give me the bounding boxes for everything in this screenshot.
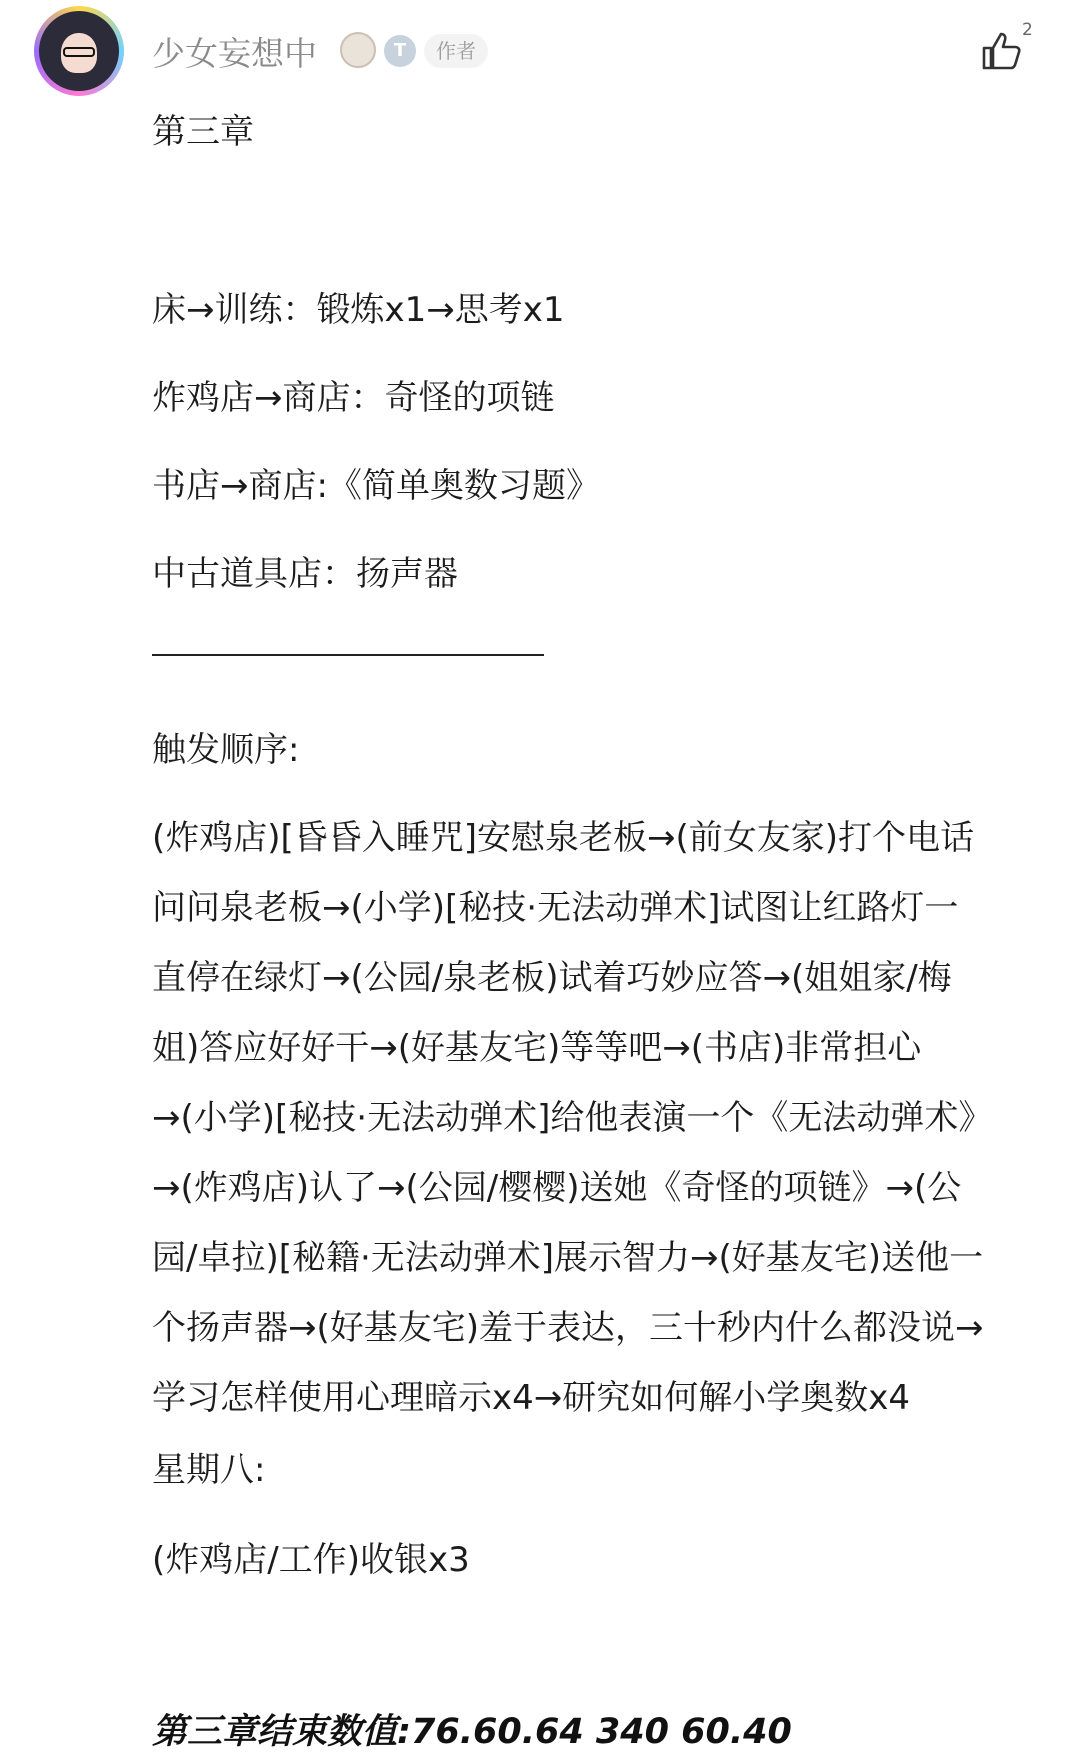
thumbs-up-icon[interactable] [980, 28, 1024, 72]
list-item: 书店→商店:《简单奥数习题》 [152, 466, 600, 506]
level-badge-icon: T [384, 35, 416, 67]
divider [152, 654, 544, 656]
author-avatar[interactable] [34, 6, 124, 96]
order-line: 学习怎样使用心理暗示x4→研究如何解小学奥数x4 [152, 1378, 910, 1418]
list-item: 床→训练：锻炼x1→思考x1 [152, 290, 565, 330]
saturday-line: (炸鸡店/工作)收银x3 [152, 1540, 470, 1580]
list-item: 中古道具店：扬声器 [152, 554, 458, 594]
chapter-title: 第三章 [152, 112, 254, 152]
avatar-glasses [63, 47, 95, 57]
order-line: 个扬声器→(好基友宅)羞于表达，三十秒内什么都没说→ [152, 1308, 984, 1348]
order-line: 直停在绿灯→(公园/泉老板)试着巧妙应答→(姐姐家/梅 [152, 958, 952, 998]
order-line: 园/卓拉)[秘籍·无法动弹术]展示智力→(好基友宅)送他一 [152, 1238, 984, 1278]
order-line: 问问泉老板→(小学)[秘技·无法动弹术]试图让红路灯一 [152, 888, 959, 928]
author-name[interactable]: 少女妄想中 [152, 34, 317, 73]
order-line: →(炸鸡店)认了→(公园/樱樱)送她《奇怪的项链》→(公 [152, 1168, 962, 1208]
author-tag: 作者 [424, 34, 488, 68]
avatar-image [39, 11, 119, 91]
order-line: 姐)答应好好干→(好基友宅)等等吧→(书店)非常担心 [152, 1028, 922, 1068]
chapter-closing-stats: 第三章结束数值:76.60.64 340 60.40 [152, 1712, 792, 1752]
list-item: 炸鸡店→商店：奇怪的项链 [152, 378, 555, 418]
order-heading: 触发顺序: [152, 730, 300, 770]
order-line: →(小学)[秘技·无法动弹术]给他表演一个《无法动弹术》 [152, 1098, 993, 1138]
like-count: 2 [1022, 20, 1033, 40]
order-line: (炸鸡店)[昏昏入睡咒]安慰泉老板→(前女友家)打个电话 [152, 818, 975, 858]
saturday-heading: 星期八: [152, 1450, 266, 1490]
anime-character-badge-icon [340, 32, 376, 68]
